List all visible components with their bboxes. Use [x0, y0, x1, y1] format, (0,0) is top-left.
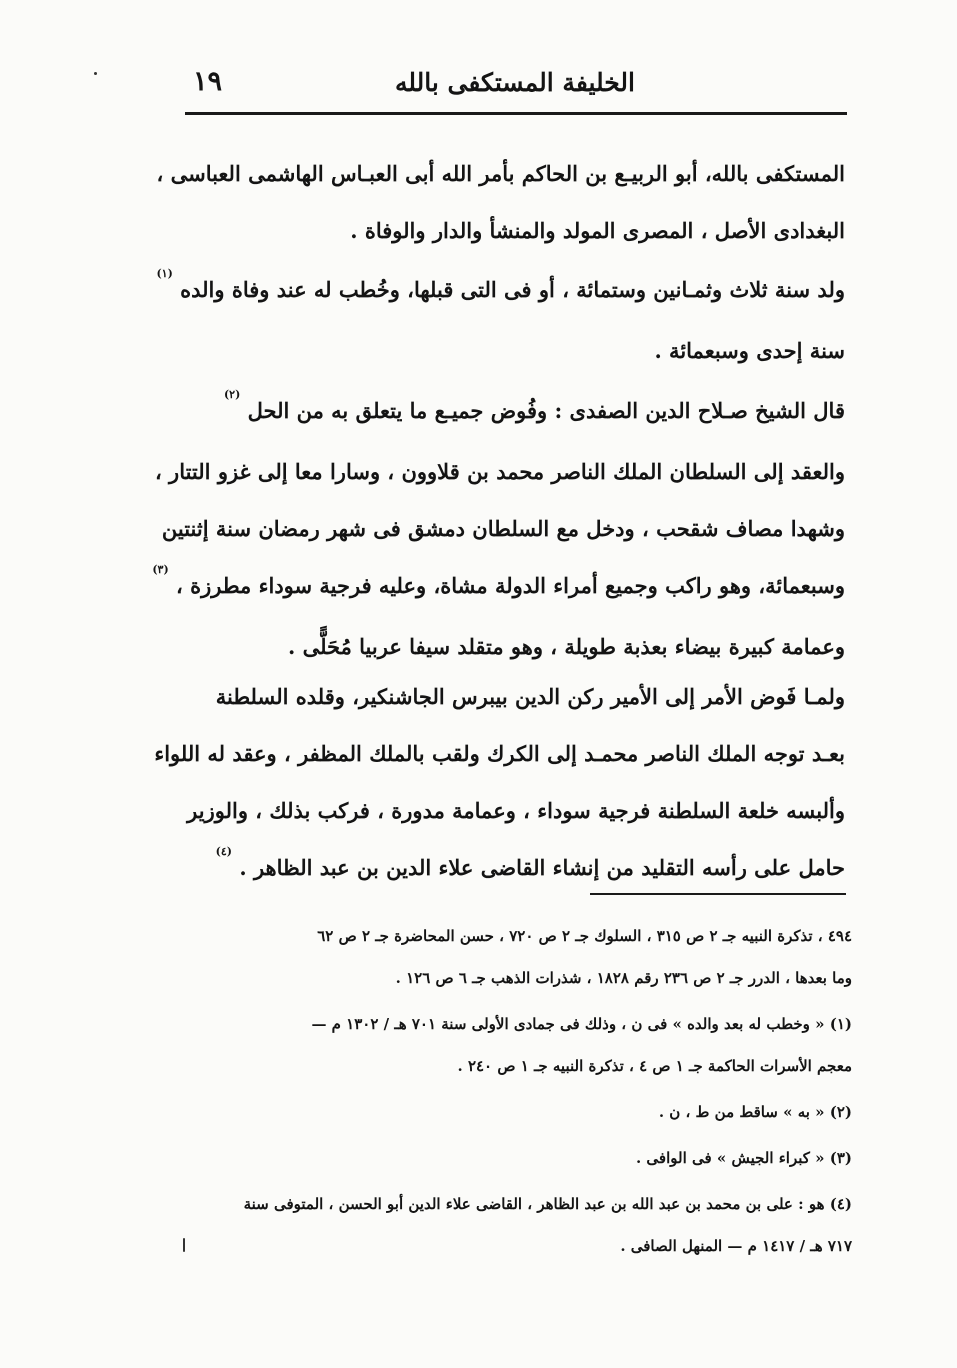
- footnote-line: وما بعدها ، الدرر جـ ٢ ص ٢٣٦ رقم ١٨٢٨ ، شذرات الذهب جـ ٦ ص ١٢٦ .: [395, 969, 852, 987]
- running-header: [185, 60, 845, 108]
- text-line: [185, 382, 845, 443]
- footnotes: [180, 915, 852, 1267]
- text-line: بعـد توجه الملك الناصر محمـد إلى الكرك ولقب بالملك المظفر ، وعقد له اللواء: [154, 741, 845, 766]
- text-line: سنة إحدى وسبعمائة .: [654, 338, 845, 363]
- page-number: ١٩: [193, 66, 223, 97]
- text-line: المستكفى بالله، أبو الربيـع بن الحاكم بأمر الله أبى العبـاس الهاشمى العباسى ،: [156, 161, 845, 186]
- line-text: قال الشيخ صـلاح الدين الصفدى : وفُوض جميـع ما يتعلق به من الحل: [247, 398, 845, 423]
- paragraph-4: [154, 668, 845, 900]
- header-rule: [185, 112, 847, 115]
- footnote-line: معجم الأسرات الحاكمة جـ ١ ص ٤ ، تذكرة النبيه جـ ١ ص ٢٤٠ .: [457, 1057, 852, 1075]
- text-line: البغدادى الأصل ، المصرى المولد والمنشأ والدار والوفاة .: [350, 218, 845, 243]
- scan-speck: [94, 72, 97, 75]
- scan-speck: [183, 1238, 185, 1252]
- footnote-line: ٤٩٤ ، تذكرة النبيه جـ ٢ ص ٣١٥ ، السلوك جـ ٢ ص ٧٢٠ ، حسن المحاضرة جـ ٢ ص ٦٢: [317, 927, 852, 945]
- footnote-line: ٧١٧ هـ / ١٤١٧ م — المنهل الصافى .: [620, 1237, 852, 1255]
- footnote-line: (١) « وخطب له بعد والده » فى ن ، وذلك فى جمادى الأولى سنة ٧٠١ هـ / ١٣٠٢ م —: [311, 1015, 852, 1033]
- text-line: والعقد إلى السلطان الملك الناصر محمد بن قلاوون ، وسارا معا إلى غزو التتار ،: [154, 459, 845, 484]
- line-text: وسبعمائة، وهو راكب وجميع أمراء الدولة مشاة، وعليه فرجية سوداء مطرزة ،: [176, 573, 845, 598]
- text-line: وشهدا مصاف شقحب ، ودخل مع السلطان دمشق فى شهر رمضان سنة إثنتين: [161, 516, 845, 541]
- footnote-ref-4: (٤): [215, 845, 233, 858]
- footnote-separator: [590, 893, 846, 895]
- footnote-ref-3: (٣): [152, 563, 169, 576]
- line-text: ولد سنة ثلاث وثمـانين وستمائة ، أو فى التى قبلها، وخُطب له عند وفاة والده: [180, 277, 845, 302]
- footnote-line: (٣) « كبراء الجيش » فى الوافى .: [635, 1149, 852, 1167]
- text-line: وعمامة كبيرة بيضاء بعذبة طويلة ، وهو متقلد سيفا عربيا مُحَلًّى .: [287, 634, 845, 659]
- paragraph-1: [156, 145, 845, 259]
- text-line: [152, 557, 845, 618]
- header-title: الخليفة المستكفى بالله: [394, 68, 635, 97]
- paragraph-2: [156, 261, 845, 379]
- text-line: وألبسه خلعة السلطنة فرجية سوداء ، وعمامة مدورة ، فركب بذلك ، والوزير: [187, 798, 845, 823]
- text-line: ولمـا فَوض الأمر إلى الأمير ركن الدين بيبرس الجاشنكير، وقلده السلطنة: [215, 684, 845, 709]
- paragraph-3: [152, 382, 845, 675]
- footnote-ref-2: (٢): [223, 388, 241, 401]
- footnote-line: (٢) « به » ساقط من ط ، ن .: [658, 1103, 852, 1121]
- text-line: [185, 839, 845, 900]
- footnote-ref-1: (١): [156, 267, 173, 280]
- text-line: [156, 261, 845, 322]
- footnote-line: (٤) هو : على بن محمد بن عبد الله بن عبد الظاهر ، القاضى علاء الدين أبو الحسن ، المتوفى سنة: [243, 1195, 852, 1213]
- line-text: حامل على رأسه التقليد من إنشاء القاضى علاء الدين بن عبد الظاهر .: [239, 855, 845, 880]
